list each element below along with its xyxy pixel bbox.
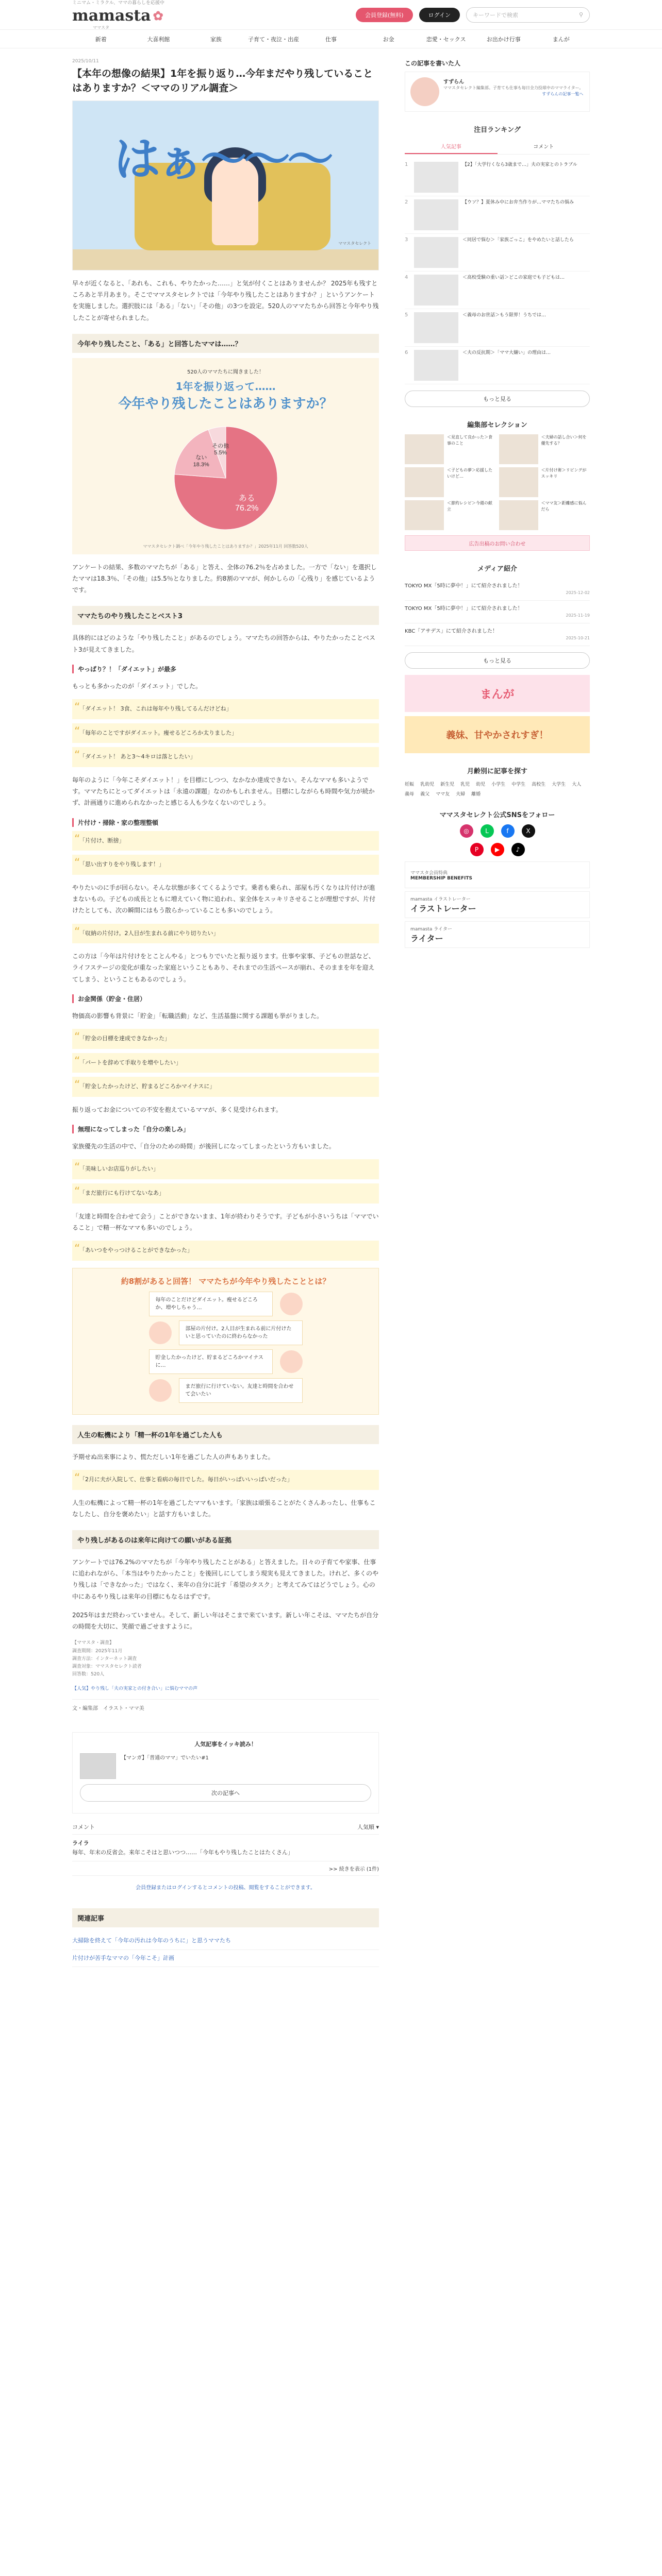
sns-heading: ママスタセレクト公式SNSをフォロー: [439, 811, 555, 819]
paragraph: もっとも多かったのが「ダイエット」でした。: [72, 682, 202, 690]
media-item[interactable]: [405, 623, 590, 646]
article-date: 2025/10/11: [72, 59, 99, 64]
chart-result-paragraph: アンケートの結果、多数のママたちが「ある」と答え、全体の76.2％を占めました。一方で「ない」を選択したママは18.3％、「その他」は5.5％となりました。約8割のママが、何かしらの「心残り」を感じているようです。: [72, 563, 377, 594]
sns-icons: [405, 824, 590, 838]
ranking-more-button[interactable]: もっと見る: [405, 391, 590, 407]
section-heading: 今年やり残したこと、「ある」と回答したママは……？: [72, 334, 379, 353]
paragraph: 人生の転機によって精一杯の1年を過ごしたママもいます。「家族は頑張ることがたくさんあったし、仕事もこなしたし、自分を褒めたい」と話す方もいました。: [72, 1499, 376, 1518]
infographic-title: 約8割があると回答！ ママたちが今年やり残したこととは？: [121, 1276, 330, 1286]
promo-title: mamasta イラストレーター: [410, 897, 471, 902]
subheading: お金関係（貯金・住居）: [72, 994, 379, 1003]
survey-source: [72, 1639, 379, 1679]
survey-q2: 今年やり残したことはありますか？: [118, 396, 333, 412]
editor-title[interactable]: ＜節約レシピ＞今週の献立: [447, 501, 492, 512]
tag[interactable]: 大学生: [552, 782, 566, 787]
infographic-card: 部屋の片付け。2人目が生まれる前に片付けたいと思っていたのに終わらなかった: [179, 1320, 303, 1345]
writer-heading: この記事を書いた人: [405, 60, 461, 67]
quote-box: “ 「2月に夫が入院して、仕事と看病の毎日でした。毎日がいっぱいいっぱいだった」: [72, 1470, 379, 1490]
subheading: 片付け・掃除・家の整理整頓: [72, 818, 379, 827]
tag[interactable]: 幼児: [476, 782, 486, 787]
infographic-card: 貯金したかったけど、貯まるどころかマイナスに…: [149, 1349, 273, 1374]
tag[interactable]: 乳児: [460, 782, 470, 787]
hero-floor: [73, 249, 378, 270]
writer-avatar: [410, 77, 439, 106]
comments-sort[interactable]: 人気順 ▾: [357, 1824, 379, 1831]
source-line: 【ママスタ・調査】: [72, 1640, 114, 1646]
popular-series-item[interactable]: [80, 1753, 371, 1779]
related-item[interactable]: 大掃除を終えて「今年の汚れは今年のうちに」と思うママたち: [72, 1933, 379, 1950]
instagram-icon[interactable]: ◎: [460, 824, 473, 838]
source-line: 調査対象：ママスタセレクト読者: [72, 1664, 142, 1670]
editor-item[interactable]: [499, 467, 590, 497]
site-logo[interactable]: [72, 7, 164, 25]
next-article-button[interactable]: 次の記事へ: [80, 1784, 371, 1802]
tag[interactable]: 新生児: [440, 782, 455, 787]
ranking-title[interactable]: 【ウソ？】夏休み中にお弁当作りが…ママたちの悩み: [462, 200, 574, 205]
pinterest-icon[interactable]: P: [470, 843, 484, 856]
nav-item[interactable]: 恋愛・セックス: [426, 36, 466, 43]
show-more-comments[interactable]: >> 続きを表示 (1件): [72, 1861, 379, 1876]
comments-section: [72, 1823, 379, 1898]
pie-label-2: その他 5.5%: [211, 443, 229, 456]
editor-heading: 編集部セレクション: [467, 421, 527, 429]
flower-icon: ✿: [153, 8, 163, 23]
paragraph: 「友達と時間を合わせて会う」ことができないまま、1年が終わりそうです。子どもが小さいうちは「ママでいること」で精一杯なママも多いのでしょう。: [72, 1212, 379, 1231]
tag[interactable]: 夫婦: [456, 792, 466, 797]
editor-item[interactable]: [405, 434, 495, 464]
nav-item[interactable]: お金: [383, 36, 394, 43]
promo-title: ママスタ会員特典: [410, 870, 448, 876]
facebook-icon[interactable]: f: [501, 824, 515, 838]
survey-q1: 1年を振り返って……: [175, 380, 276, 393]
section-heading: ママたちのやり残したことベスト3: [72, 606, 379, 625]
pie-label-0: ある 76.2%: [235, 494, 259, 513]
promo-sub: イラストレーター: [410, 904, 476, 913]
nav-item[interactable]: 大喜利館: [147, 36, 170, 43]
mom-avatar-icon: [280, 1350, 303, 1373]
paragraph: 2025年はまだ終わっていません。そして、新しい年はそこまで来ています。新しい年こそは、ママたちが自分の時間を大切に、笑顔で過ごせますように。: [72, 1611, 378, 1631]
tag[interactable]: 高校生: [532, 782, 546, 787]
media-title[interactable]: KBC「アサデス」にて紹介されました！: [405, 629, 498, 634]
nav-item[interactable]: 新着: [95, 36, 107, 43]
site-header: [0, 0, 662, 30]
ranking-title[interactable]: ＜義母のお世話＞もう限界！うちでは…: [462, 313, 546, 318]
editor-title[interactable]: ＜子どもの夢＞応援したいけど…: [447, 468, 493, 479]
ranking-thumb[interactable]: [414, 275, 458, 306]
quote-box: “ 「貯金したかったけど、貯まるどころかマイナスに」: [72, 1077, 379, 1097]
ranking-thumb[interactable]: [414, 237, 458, 268]
related-item[interactable]: 片付けが苦手なママの「今年こそ」計画: [72, 1950, 379, 1968]
quote-box: “ 「思い出すりをやり残します！」: [72, 855, 379, 875]
media-item[interactable]: [405, 578, 590, 601]
tag[interactable]: 中学生: [511, 782, 526, 787]
tag[interactable]: 小学生: [491, 782, 506, 787]
tag[interactable]: 乳幼児: [420, 782, 435, 787]
search-placeholder: キーワードで検索: [473, 11, 518, 19]
nav-item[interactable]: 子育て・夜泣・出産: [247, 36, 299, 43]
intro-paragraph: 早々が近くなると、「あれも、これも、やりたかった……」と気が付くことはありませんか？ 2025年も残すところあと半月あまり。そこでママスタセレクトでは「今年やり残したことはありますか？」というアンケートを実施しました。選択肢には「ある」「ない」「その他」の3つを設定。520人のママたちから回答と今年やり残したことが寄せられました。: [72, 280, 379, 321]
mom-avatar-icon: [149, 1321, 172, 1344]
youtube-icon[interactable]: ▶: [491, 843, 504, 856]
quote-box: “ 「あいつをやっつけることができなかった」: [72, 1241, 379, 1261]
quote-box: “ 「ダイエット！ あと3〜4キロは落としたい」: [72, 747, 379, 767]
promo-sub: MEMBERSHIP BENEFITS: [410, 875, 472, 881]
media-date: 2025-10-21: [566, 636, 590, 640]
infographic-card: 毎年のことだけどダイエット。痩せるどころか、増やしちゃう…: [149, 1292, 273, 1316]
infographic-row: [83, 1349, 368, 1374]
section-heading: やり残しがあるのは来年に向けての願いがある証拠: [72, 1530, 379, 1549]
series-thumbnail[interactable]: [80, 1753, 116, 1779]
pie-chart: [148, 416, 303, 540]
subheading: 無理になってしまった「自分の楽しみ」: [72, 1125, 379, 1133]
register-button[interactable]: 会員登録(無料): [356, 8, 413, 22]
related-articles: [72, 1908, 379, 1967]
tag[interactable]: 義母: [405, 792, 415, 797]
quote-box: “ 「美味しいお店巡りがしたい」: [72, 1159, 379, 1179]
quote-box: “ 「貯金の目標を達成できなかった」: [72, 1029, 379, 1049]
mom-avatar-icon: [280, 1293, 303, 1315]
search-icon[interactable]: ⚲: [578, 11, 583, 18]
editor-title[interactable]: ＜ママ友＞距離感に悩んだら: [541, 501, 587, 512]
editor-item[interactable]: [405, 500, 495, 530]
ranking-title[interactable]: ＜高校受験の重い話＞どこの家庭でも子どもは…: [462, 275, 565, 280]
ranking-item[interactable]: 1 【2】「大学行くなら3歳まで…」夫の実家とのトラブル: [405, 159, 590, 196]
nav-item[interactable]: まんが: [552, 36, 570, 43]
ranking-item[interactable]: 6 ＜夫の反抗期＞「ママ大嫌い」の理由は…: [405, 347, 590, 384]
logo-subtext: ママスタ: [93, 25, 109, 30]
site-tagline: ミニマム・ミラクル、ママの暮らしを応援中: [72, 1, 165, 6]
paragraph: アンケートでは76.2%のママたちが「今年やり残したことがある」と答えました。日々の子育てや家事、仕事に追われながら、「本当はやりたかったこと」を後回しにしてしまう現実も見えてきました。けれど、多くのやり残しは「できなかった」ではなく、来年の自分に託す「希望のタスク」と考えてみてはどうでしょう。心の中にあるやり残しは来年の目標にもなるはずです。: [72, 1558, 379, 1600]
paragraph: 毎年のように「今年こそダイエット！」を目標にしつつ、なかなか達成できない。そんなママも多いようです。ママたちにとってダイエットは「永遠の課題」なのかもしれません。目標にしながらも時間や気力が続かず、計画通りに進められなかったと感じる人も少なくないのでしょう。: [72, 776, 375, 807]
promo-title: mamasta ライター: [410, 927, 452, 932]
media-date: 2025-12-02: [566, 590, 590, 595]
survey-note: ママスタセレクト調べ「今年やり残したことはありますか？」2025年11月 回答数520人: [143, 544, 308, 549]
paragraph: 家族優先の生活の中で、「自分のための時間」が後回しになってしまったという方もいました。: [72, 1143, 335, 1150]
comment-item: [72, 1835, 379, 1861]
search-input[interactable]: [466, 7, 590, 23]
infographic-row: [83, 1320, 368, 1345]
editor-grid: [405, 434, 590, 530]
paragraph: 予期せぬ出来事により、慌ただしい1年を過ごした人の声もありました。: [72, 1453, 274, 1461]
tag[interactable]: 義父: [420, 792, 430, 797]
survey-small: 520人のママたちに聞きました！: [187, 369, 264, 375]
global-nav: [0, 30, 662, 48]
hero-credit: ママスタセレクト: [338, 241, 372, 246]
nav-item[interactable]: 仕事: [325, 36, 337, 43]
tag[interactable]: 離婚: [471, 792, 481, 797]
writer-link[interactable]: すずらんの記事一覧へ: [542, 92, 584, 96]
ranking-item[interactable]: 3 ＜同居で悩む＞「家族ごっこ」をやめたいと話したら: [405, 234, 590, 272]
quote-box: “ 「ダイエット！ 3食、これは毎年やり残してるんだけどね」: [72, 699, 379, 719]
article-main: [72, 48, 379, 1967]
hero-sigh-text: はぁ〜〜〜: [114, 132, 330, 187]
hero-illustration: [72, 100, 379, 270]
ranking-title[interactable]: ＜同居で悩む＞「家族ごっこ」をやめたいと話したら: [462, 238, 574, 243]
manga-banner[interactable]: まんが: [405, 675, 590, 712]
writer-description: ママスタセレクト編集部。子育ても仕事も毎日全力投球中のママライター。: [443, 86, 584, 90]
ranking-title[interactable]: ＜夫の反抗期＞「ママ大嫌い」の理由は…: [462, 350, 551, 355]
popular-series-heading: 人気記事をイッキ読み！: [194, 1741, 257, 1748]
ranking-heading: 注目ランキング: [474, 126, 521, 134]
login-prompt[interactable]: 会員登録またはログインするとコメントの投稿、閲覧をすることができます。: [136, 1885, 316, 1891]
source-line: 回答数：520人: [72, 1672, 105, 1677]
ranking-thumb[interactable]: [414, 162, 458, 193]
logo-text: mamasta: [72, 7, 151, 25]
infographic-row: [83, 1292, 368, 1316]
section-heading: 人生の転機により「精一杯の1年を過ごした人も: [72, 1425, 379, 1444]
paragraph: 具体的にはどのような「やり残したこと」があるのでしょう。ママたちの回答からは、やりたかったことベスト3が見えてきました。: [72, 634, 376, 653]
source-line: 調査期間：2025年11月: [72, 1648, 123, 1654]
monthly-heading: 月齢別に記事を探す: [467, 768, 528, 775]
line-icon[interactable]: L: [481, 824, 494, 838]
ranking-item[interactable]: 5 ＜義母のお世話＞もう限界！うちでは…: [405, 309, 590, 347]
paragraph: やりたいのに手が回らない。そんな状態が多くてくるようです。乗者も乗られ、部屋も汚くなりは片付けが進まないもの。子どもの成長とともに増えていく物に追われ、家全体をスッキリさせることが理想ですが、片付けたとしても、次の瞬間にはもう散らかっていることも多いのでしょう。: [72, 884, 376, 914]
logo-area[interactable]: [72, 0, 164, 30]
editor-title[interactable]: ＜夫婦の話し合い＞何を優先する？: [541, 435, 587, 446]
popular-series-box: [72, 1732, 379, 1814]
media-title[interactable]: TOKYO MX「5時に夢中！」にて紹介されました！: [405, 583, 523, 589]
promo-sub: ライター: [410, 934, 443, 943]
quote-box: “ 「収納の片付け。2人目が生まれる前にやり切りたい」: [72, 924, 379, 944]
pie-label-1: ない 18.3%: [193, 454, 209, 468]
media-more-button[interactable]: もっと見る: [405, 652, 590, 669]
login-button[interactable]: ログイン: [419, 8, 460, 22]
subheading: やっぱり？！「ダイエット」が最多: [72, 665, 379, 673]
sns-icons-2: [405, 843, 590, 856]
survey-chart: [72, 358, 379, 554]
nav-item[interactable]: お出かけ行事: [486, 36, 521, 43]
ad-inquiry-button[interactable]: 広告出稿のお問い合わせ: [405, 535, 590, 551]
tag[interactable]: ママ友: [436, 792, 450, 797]
infographic-card: まだ旅行に行けていない。友達と時間を合わせて会いたい: [179, 1378, 303, 1403]
quote-box: “ 「毎年のことですがダイエット。痩せるどころか太りました」: [72, 723, 379, 743]
tiktok-icon[interactable]: ♪: [511, 843, 525, 856]
ranking-thumb[interactable]: [414, 312, 458, 343]
tab-comments[interactable]: コメント: [533, 144, 554, 150]
quote-box: “ 「まだ旅行にも行けてないなあ」: [72, 1183, 379, 1204]
x-icon[interactable]: X: [522, 824, 535, 838]
quote-box: “ 「片付け、断捨」: [72, 831, 379, 851]
ranking-item[interactable]: 4 ＜高校受験の重い話＞どこの家庭でも子どもは…: [405, 272, 590, 309]
quote-box: “ 「パートを辞めて手取りを増やしたい」: [72, 1053, 379, 1073]
mom-avatar-icon: [149, 1379, 172, 1402]
paragraph: 振り返ってお金についての不安を抱えているママが、多く見受けられます。: [72, 1106, 282, 1114]
writer-name: すずらん: [443, 79, 465, 85]
editor-title[interactable]: ＜見直して良かった＞食事のこと: [447, 435, 493, 446]
ranking-thumb[interactable]: [414, 350, 458, 381]
ranking-thumb[interactable]: [414, 199, 458, 230]
tag[interactable]: 大人: [572, 782, 582, 787]
media-title[interactable]: TOKYO MX「5時に夢中！」にて紹介されました！: [405, 606, 523, 612]
promo-banner[interactable]: [405, 861, 590, 888]
article-title: 【本年の想像の結果】1年を振り返り…今年まだやり残していることはありますか？＜ママのリアル調査＞: [72, 68, 373, 94]
paragraph: 物価高の影響も背景に「貯金」「転職活動」など、生活基盤に関する課題も挙がりました。: [72, 1012, 323, 1020]
tag[interactable]: 妊娠: [405, 782, 415, 787]
sidebar: [405, 48, 590, 1967]
manga-banner-2[interactable]: 義妹、甘やかされすぎ！: [405, 716, 590, 753]
ranking-item[interactable]: 2 【ウソ？】夏休み中にお弁当作りが…ママたちの悩み: [405, 196, 590, 234]
tag-list: [405, 781, 590, 797]
author-credit: 文・編集部 イラスト・ママ美: [72, 1699, 379, 1711]
ranking-title[interactable]: 【2】「大学行くなら3歳まで…」夫の実家とのトラブル: [462, 162, 577, 167]
media-item[interactable]: [405, 601, 590, 623]
promo-banner[interactable]: [405, 891, 590, 918]
infographic-row: [83, 1378, 368, 1403]
tab-popular[interactable]: 人気記事: [405, 139, 497, 154]
series-title[interactable]: 【マンガ】「普通のママ」でいたい#1: [121, 1755, 209, 1761]
promo-banner[interactable]: [405, 921, 590, 948]
editor-item[interactable]: [499, 500, 590, 530]
writer-profile: [405, 72, 590, 112]
paragraph: この方は「今年は片付けをとことんやる」とつもりでいたと振り返ります。仕事や家事、子どもの世話など、ライフステージの変化が重なった家庭ということもあり、それまでの生活ペースが崩れ、そのままを年を迎えてしまう、ということもあるのでしょう。: [72, 953, 375, 983]
editor-title[interactable]: ＜片付け術＞リビングがスッキリ: [541, 468, 587, 479]
nav-item[interactable]: 家族: [210, 36, 222, 43]
media-date: 2025-11-19: [566, 613, 590, 618]
comment-text: 毎年、年末の反省会。来年こそはと思いつつ……「今年もやり残したことはたくさん」: [72, 1849, 293, 1856]
editor-item[interactable]: [499, 434, 590, 464]
comments-label: コメント: [72, 1824, 95, 1831]
related-heading: 関連記事: [72, 1908, 379, 1927]
related-article-link[interactable]: 【人気】やり残し「夫の実家との付き合い」に悩むママの声: [72, 1686, 198, 1691]
comment-user[interactable]: ライラ: [72, 1840, 89, 1846]
media-heading: メディア紹介: [477, 565, 517, 573]
summary-infographic: [72, 1268, 379, 1415]
source-line: 調査方法：インターネット調査: [72, 1656, 137, 1662]
editor-item[interactable]: [405, 467, 495, 497]
ranking-tabs: [405, 139, 590, 155]
